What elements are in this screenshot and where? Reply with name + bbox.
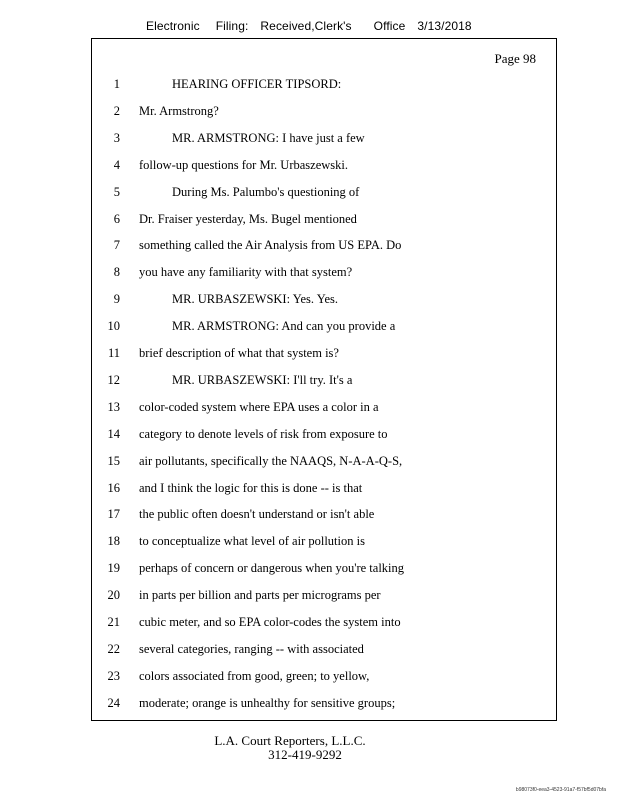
line-number: 5 [113, 184, 120, 199]
line-number: 22 [107, 641, 120, 656]
transcript-line [92, 397, 558, 417]
line-number: 10 [107, 319, 120, 334]
line-text: During Ms. Palumbo's questioning of [172, 184, 360, 199]
line-text: Mr. Armstrong? [139, 103, 219, 118]
transcript-line [92, 585, 558, 605]
line-text: color-coded system where EPA uses a color in a [139, 399, 379, 414]
transcript-line [92, 262, 558, 282]
line-text: several categories, ranging -- with associated [139, 641, 364, 656]
line-text: HEARING OFFICER TIPSORD: [172, 77, 342, 91]
line-text: follow-up questions for Mr. Urbaszewski. [139, 157, 348, 172]
transcript-line [92, 478, 558, 498]
line-text: and I think the logic for this is done -- is that [139, 480, 363, 495]
transcript-line [92, 370, 558, 390]
line-number: 21 [107, 615, 120, 629]
transcript-line [92, 612, 558, 632]
filing-stamp-date: 3/13/2018 [417, 19, 472, 33]
filing-stamp-word: Filing: [215, 19, 249, 33]
line-text: perhaps of concern or dangerous when you're talking [139, 561, 405, 576]
line-text: cubic meter, and so EPA color-codes the system into [139, 615, 401, 629]
line-text: the public often doesn't understand or isn't able [139, 507, 375, 522]
transcript-line [92, 74, 558, 94]
page-number: Page 98 [494, 51, 536, 66]
line-number: 3 [113, 130, 120, 145]
line-text: category to denote levels of risk from exposure to [139, 426, 388, 441]
line-number: 19 [107, 561, 120, 576]
transcript-page [91, 38, 557, 721]
line-text: MR. URBASZEWSKI: I'll try. It's a [172, 372, 353, 387]
line-number: 18 [107, 534, 120, 549]
line-number: 7 [113, 238, 120, 253]
transcript-line [92, 343, 558, 363]
line-text: to conceptualize what level of air pollution is [139, 534, 365, 549]
line-number: 23 [107, 668, 120, 683]
transcript-line [92, 316, 558, 336]
line-text: something called the Air Analysis from US EPA. Do [139, 238, 402, 253]
transcript-line [92, 128, 558, 148]
line-text: air pollutants, specifically the NAAQS, N-A-A-Q-S, [139, 453, 403, 468]
line-text: MR. URBASZEWSKI: Yes. Yes. [172, 292, 339, 307]
line-number: 2 [113, 103, 120, 118]
line-number: 11 [107, 346, 120, 360]
line-text: brief description of what that system is? [139, 346, 339, 360]
transcript-line [92, 235, 558, 255]
transcript-line [92, 531, 558, 551]
transcript-line [92, 101, 558, 121]
line-text: Dr. Fraiser yesterday, Ms. Bugel mentioned [139, 211, 357, 226]
line-number: 8 [113, 265, 120, 280]
transcript-line [92, 666, 558, 686]
transcript-line [92, 155, 558, 175]
footer-company: L.A. Court Reporters, L.L.C. [214, 733, 366, 748]
line-number: 6 [113, 211, 120, 226]
line-text: in parts per billion and parts per micrograms per [139, 588, 381, 603]
document-id: b98073f0-eea3-4523-91a7-f57bf5d07bfa [515, 787, 606, 793]
line-number: 15 [107, 453, 120, 468]
line-text: MR. ARMSTRONG: I have just a few [172, 130, 365, 145]
line-number: 4 [113, 157, 120, 172]
line-text: MR. ARMSTRONG: And can you provide a [172, 319, 396, 334]
line-number: 14 [107, 426, 120, 441]
line-text: colors associated from good, green; to yellow, [139, 668, 370, 683]
line-number: 24 [107, 695, 120, 710]
line-number: 16 [107, 480, 120, 495]
line-number: 17 [107, 507, 120, 522]
transcript-line [92, 504, 558, 524]
line-number: 12 [107, 372, 120, 387]
line-number: 1 [113, 77, 120, 91]
line-text: moderate; orange is unhealthy for sensitive groups; [139, 695, 396, 710]
footer-phone: 312-419-9292 [268, 747, 342, 762]
filing-stamp-header [146, 19, 472, 33]
line-text: you have any familiarity with that system? [139, 265, 353, 280]
transcript-line [92, 451, 558, 471]
line-number: 9 [113, 292, 120, 307]
transcript-line [92, 209, 558, 229]
filing-stamp-word: Electronic [146, 19, 200, 33]
line-number: 20 [107, 588, 120, 603]
transcript-line [92, 289, 558, 309]
line-number: 13 [107, 399, 120, 414]
transcript-line [92, 424, 558, 444]
filing-stamp-word: Office [373, 19, 406, 33]
filing-stamp-word: Received,Clerk's [260, 19, 352, 33]
transcript-line [92, 182, 558, 202]
transcript-line [92, 558, 558, 578]
transcript-line [92, 639, 558, 659]
transcript-line [92, 693, 558, 713]
